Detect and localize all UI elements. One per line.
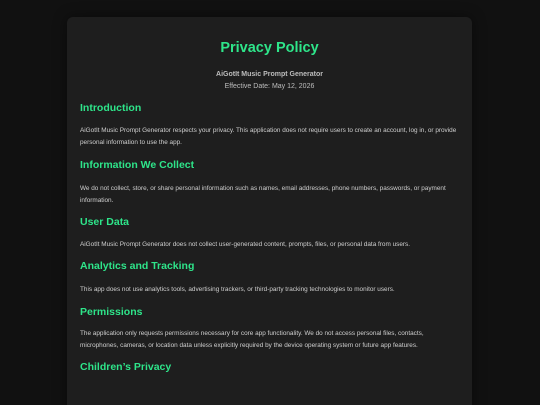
policy-card xyxy=(67,17,472,405)
section-information-we-collect xyxy=(80,159,459,207)
section-heading: Children’s Privacy xyxy=(80,361,172,373)
app-name: AiGotIt Music Prompt Generator xyxy=(216,71,323,78)
page-title: Privacy Policy xyxy=(220,40,319,56)
section-user-data xyxy=(80,216,459,251)
section-permissions xyxy=(80,306,459,352)
section-body: We do not collect, store, or share personal information such as names, email addresses, phone numbers, passwords, or payment information. xyxy=(80,185,446,204)
section-analytics-and-tracking xyxy=(80,260,459,296)
section-heading: Introduction xyxy=(80,102,142,114)
section-body: AiGotIt Music Prompt Generator does not collect user-generated content, prompts, files, or personal data from users. xyxy=(80,241,410,248)
section-body: This app does not use analytics tools, advertising trackers, or third-party tracking technologies to monitor users. xyxy=(80,286,395,293)
section-body: AiGotIt Music Prompt Generator respects your privacy. This application does not require users to create an account, log in, or provide personal information to use the app. xyxy=(80,127,457,146)
section-heading: User Data xyxy=(80,216,130,228)
section-heading: Analytics and Tracking xyxy=(80,260,195,272)
section-introduction xyxy=(80,102,459,149)
section-body: The application only requests permissions necessary for core app functionality. We do not access personal files, contacts, microphones, cameras, or location data unless explicitly required by the device operating system or future app features. xyxy=(80,330,424,349)
section-childrens-privacy xyxy=(80,361,459,374)
section-heading: Information We Collect xyxy=(80,159,195,171)
effective-date: Effective Date: May 12, 2026 xyxy=(224,83,315,90)
section-heading: Permissions xyxy=(80,306,143,318)
